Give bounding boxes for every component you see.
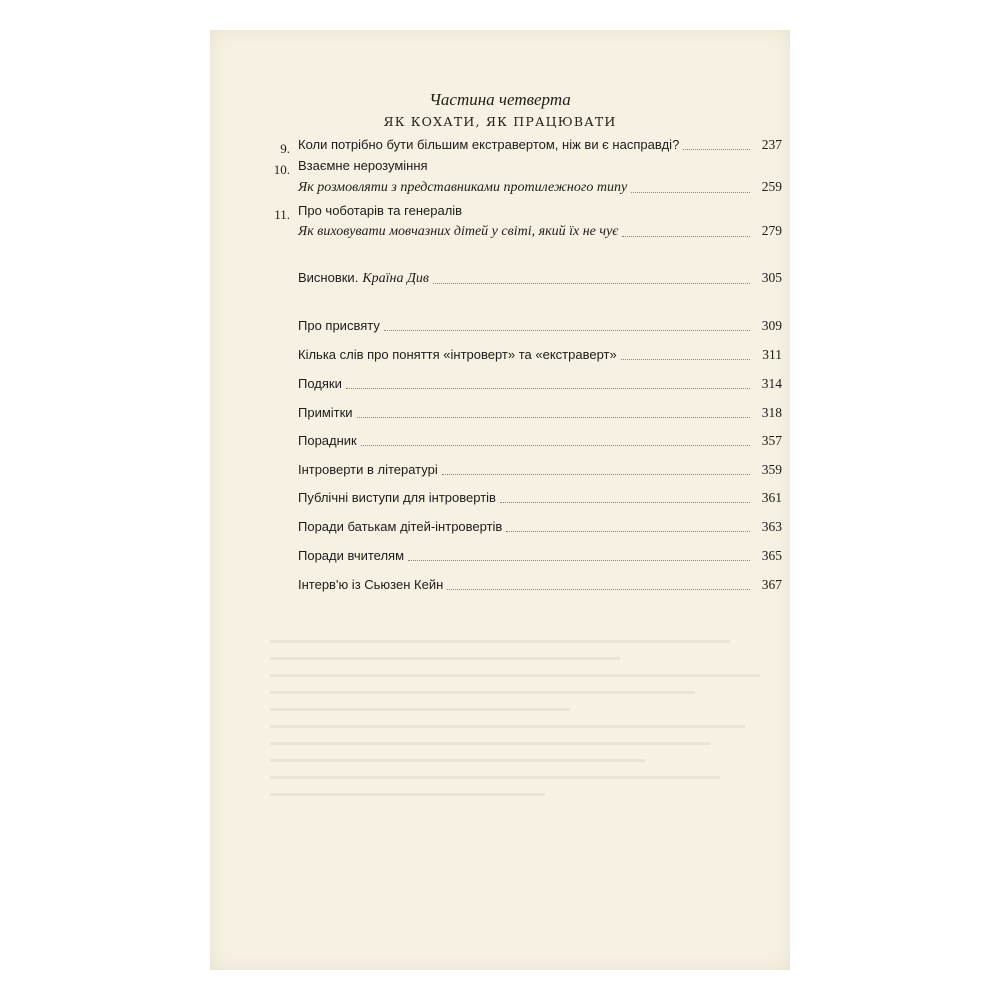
dot-leader	[506, 531, 750, 532]
part-title-caps: ЯК КОХАТИ, ЯК ПРАЦЮВАТИ	[383, 114, 617, 129]
dot-leader	[500, 502, 750, 503]
dot-leader	[408, 560, 750, 561]
entry-title: Поради вчителям	[298, 548, 405, 563]
toc-entry-chapter-10-subtitle[interactable]	[298, 179, 782, 201]
entry-title: Поради батькам дітей-інтровертів	[298, 519, 503, 534]
toc-entry-dedication[interactable]	[298, 318, 782, 340]
toc-entry-public-speaking[interactable]	[298, 490, 782, 512]
dot-leader	[683, 149, 750, 150]
page-number: 311	[762, 347, 782, 362]
page-number: 314	[761, 376, 782, 391]
dot-leader	[357, 417, 750, 418]
chapter-title: Про чоботарів та генералів	[298, 203, 463, 218]
dot-leader	[622, 236, 750, 237]
toc-entry-conclusion[interactable]	[298, 270, 782, 292]
dot-leader	[447, 589, 750, 590]
chapter-number: 9.	[280, 141, 290, 156]
page-number: 361	[761, 490, 782, 505]
toc-entry-chapter-10[interactable]	[273, 158, 782, 180]
part-title-italic: Частина четверта	[429, 90, 571, 109]
page-number: 259	[761, 179, 782, 194]
page-number: 365	[761, 548, 782, 563]
entry-title: Подяки	[298, 376, 342, 391]
dot-leader	[621, 359, 750, 360]
bleed-through-text	[270, 640, 770, 860]
conclusion-title: Висновки.	[298, 270, 359, 285]
dot-leader	[433, 283, 750, 284]
toc-entry-chapter-11[interactable]	[274, 203, 782, 225]
chapter-title: Взаємне нерозуміння	[298, 158, 428, 173]
entry-title: Про присвяту	[298, 318, 380, 333]
toc-entry-terms[interactable]	[298, 347, 782, 369]
chapter-number: 11.	[274, 207, 290, 222]
page-number: 357	[761, 433, 782, 448]
dot-leader	[384, 330, 750, 331]
dot-leader	[346, 388, 750, 389]
toc-entry-chapter-9[interactable]	[280, 137, 782, 159]
entry-title: Інтерв'ю із Сьюзен Кейн	[298, 577, 444, 592]
page-number: 237	[761, 137, 782, 152]
dot-leader	[361, 445, 750, 446]
toc-entry-guide[interactable]	[298, 433, 782, 455]
entry-title: Примітки	[298, 405, 353, 420]
toc-entry-parents-advice[interactable]	[298, 519, 782, 541]
toc-entry-interview[interactable]	[298, 577, 782, 599]
chapter-number: 10.	[273, 162, 290, 177]
chapter-subtitle: Як виховувати мовчазних дітей у світі, який їх не чує	[298, 224, 619, 239]
dot-leader	[442, 474, 750, 475]
chapter-title: Коли потрібно бути більшим екстравертом, ніж ви є насправді?	[298, 137, 680, 152]
page-number: 309	[761, 318, 782, 333]
entry-title: Інтроверти в літературі	[298, 462, 438, 477]
toc-entry-teachers-advice[interactable]	[298, 548, 782, 570]
entry-title: Порадник	[298, 433, 357, 448]
page-number: 305	[761, 270, 782, 285]
chapter-subtitle: Як розмовляти з представниками протилежного типу	[298, 180, 628, 195]
page-number: 279	[761, 223, 782, 238]
conclusion-italic-title: Країна Див	[362, 271, 429, 286]
entry-title: Публічні виступи для інтровертів	[298, 490, 496, 505]
toc-entry-introverts-in-literature[interactable]	[298, 462, 782, 484]
page-number: 363	[761, 519, 782, 534]
toc-entry-chapter-11-subtitle[interactable]	[298, 223, 782, 245]
page-number: 367	[761, 577, 782, 592]
dot-leader	[631, 192, 750, 193]
page-number: 359	[761, 462, 782, 477]
toc-entry-acknowledgements[interactable]	[298, 376, 782, 398]
toc-entry-notes[interactable]	[298, 405, 782, 427]
entry-title: Кілька слів про поняття «інтроверт» та «екстраверт»	[298, 347, 617, 362]
page-number: 318	[761, 405, 782, 420]
